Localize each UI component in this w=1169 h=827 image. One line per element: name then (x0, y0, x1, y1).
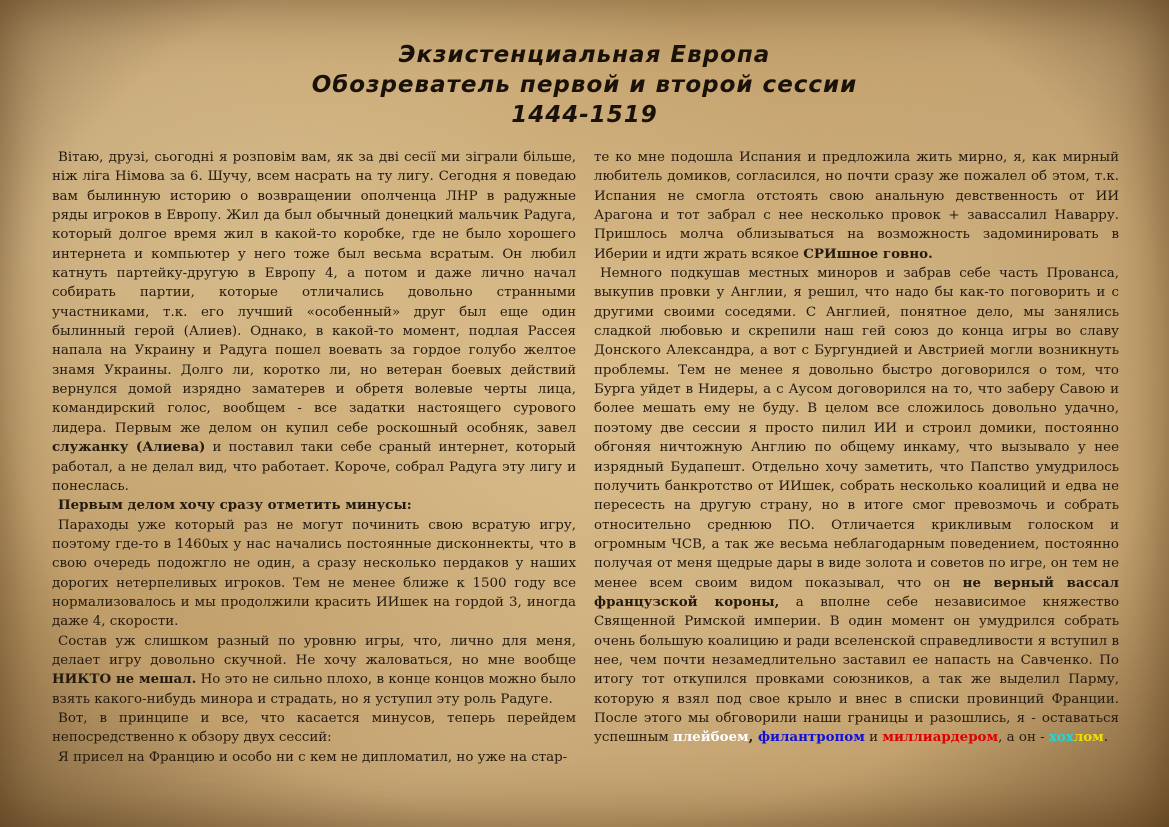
neighbours-text-mid: а вполне себе независимое княжество Священной Римской империи. В один момент он умудрился собрать очень большую коалицию и ради вселенской справедливости я вступил в нее, чем почти незамедлительно заставил ее напасть на Савченко. По итогу тот откупился провками союзников, а так же выделил Парму, которую я взял под свое крыло и внес в списки провинций Франции. После этого мы обговорили наши границы и разошлись, я - оставаться успешным (594, 594, 1120, 746)
roster-text-end: Но это не сильно плохо, в конце концов можно было взять какого-нибудь минора и страдать, но я уступил эту роль Радуге. (52, 672, 576, 707)
intro-text-end: и поставил таки себе сраный интернет, который работал, а не делал вид, что работает. Короче, собрал Радуга эту лигу и понеслась. (52, 440, 576, 494)
comma: , (748, 729, 758, 746)
roster-paragraph (52, 632, 576, 709)
title-line-3: 1444-1519 (511, 102, 658, 128)
word-playboy: плейбоем (672, 729, 749, 746)
title-block (0, 40, 1169, 130)
word-billionaire: миллиардером (882, 729, 999, 746)
intro-paragraph (52, 148, 576, 496)
and-he-text: , а он - (998, 730, 1049, 746)
title-line-1: Экзистенциальная Европа (398, 42, 771, 68)
roster-text: Состав уж слишком разный по уровню игры, что, лично для меня, делает игру довольно скучной. Не хочу жаловаться, но мне вообще (52, 633, 576, 668)
intro-text: Вітаю, друзі, сьогодні я розповім вам, як за дві сесії ми зіграли більше, ніж ліга Німова за 6. Шучу, всем насрать на ту лигу. Сегодня я поведаю вам былинную историю о возвращении ополченца ЛНР в радужные ряды игроков в Европу. Жил да был обычный донецкий мальчик Радуга, который долгое время жил в какой-то коробке, где не было хорошего интернета и компьютер у него тоже был весьма всратым. Он любил катнуть партейку-другую в Европу 4, а потом и даже лично начал собирать партии, которые отличались довольно странными участниками, т.к. его лучший «особенный» друг был еще один былинный герой (Алиев). Однако, в какой-то момент, подлая Рассея напала на Украину и Радуга пошел воевать за гордое голубо желтое знамя Украины. Долго ли, коротко ли, но ветеран боевых действий вернулся домой изрядно заматерев и обретя волевые черты лица, командирский голос, вообщем - все задатки настоящего сурового лидера. Первым же делом он купил себе роскошный особняк, завел (52, 150, 576, 436)
and-word: и (864, 730, 883, 746)
france-paragraph-start: Я присел на Францию и особо ни с кем не дипломатил, но уже на стар- (58, 749, 568, 765)
neighbours-paragraph (594, 264, 1119, 748)
spain-paragraph (594, 148, 1119, 264)
spain-bold: СРИшное говно. (803, 245, 933, 262)
title-line-2: Обозреватель первой и второй сессии (311, 72, 858, 98)
word-khokh: хох (1048, 729, 1074, 746)
roster-bold: НИКТО не мешал. (52, 671, 197, 688)
final-dot: . (1103, 730, 1109, 746)
paradox-paragraph: Параходы уже который раз не могут починить свою всратую игру, поэтому где-то в 1460ых у нас начались постоянные дисконнекты, что в свою очередь подожгло не один, а сразу несколько пердаков у наших дорогих нетерпеливых игроков. Тем не менее ближе к 1500 году все нормализовалось и мы продолжили красить ИИшек на гордой 3, иногда даже 4, скорости. (52, 517, 576, 630)
neighbours-text: Немного подкушав местных миноров и забрав себе часть Прованса, выкупив провки у Англии, я решил, что надо бы как-то поговорить и с другими своими соседями. С Англией, понятное дело, мы занялись сладкой любовью и скрепили наш гей союз до конца игры во славу Донского Александра, а вот с Бургундией и Австрией могли возникнуть проблемы. Тем не менее я довольно быстро договорился о том, что Бурга уйдет в Нидеры, а с Аусом договорился на то, что заберу Савою и более мешать ему не буду. В целом все сложилось довольно удачно, поэтому две сессии я просто пилил ИИ и строил домики, постоянно обгоняя ничтожную Англию по общему инкаму, что вызывало у нее изрядный Будапешт. Отдельно хочу заметить, что Папство умудрилось получить банкротство от ИИшек, собрать несколько коалиций и едва не пересесть на другую страну, но в итоге смог превозмочь и собрать относительно среднюю ПО. Отличается крикливым голоском и огромным ЧСВ, а так же весьма неблагодарным поведением, постоянно получая от меня щедрые дары в виде золота и советов по игре, он тем не менее всем своим видом показывал, что он (594, 266, 1119, 591)
minuses-heading-paragraph (52, 496, 576, 515)
word-philanthropist: филантропом (757, 729, 865, 746)
word-lom: лом (1073, 729, 1104, 746)
intro-bold: служанку (Алиева) (52, 439, 206, 456)
vassal-bold: не верный вассал французской короны, (594, 574, 1119, 610)
transition-paragraph: Вот, в принципе и все, что касается минусов, теперь перейдем непосредственно к обзору двух сессий: (52, 710, 576, 746)
left-column (52, 148, 576, 767)
spain-text: те ко мне подошла Испания и предложила жить мирно, я, как мирный любитель домиков, согласился, но почти сразу же пожалел об этом, т.к. Испания не смогла отстоять свою анальную девственность от ИИ Арагона и тот забрал с нее несколько провок + завассалил Наварру. Пришлось молча облизываться на возможность задоминировать в Иберии и идти жрать всякое (594, 150, 1119, 262)
minuses-heading: Первым делом хочу сразу отметить минусы: (58, 497, 412, 514)
right-column (594, 148, 1119, 748)
